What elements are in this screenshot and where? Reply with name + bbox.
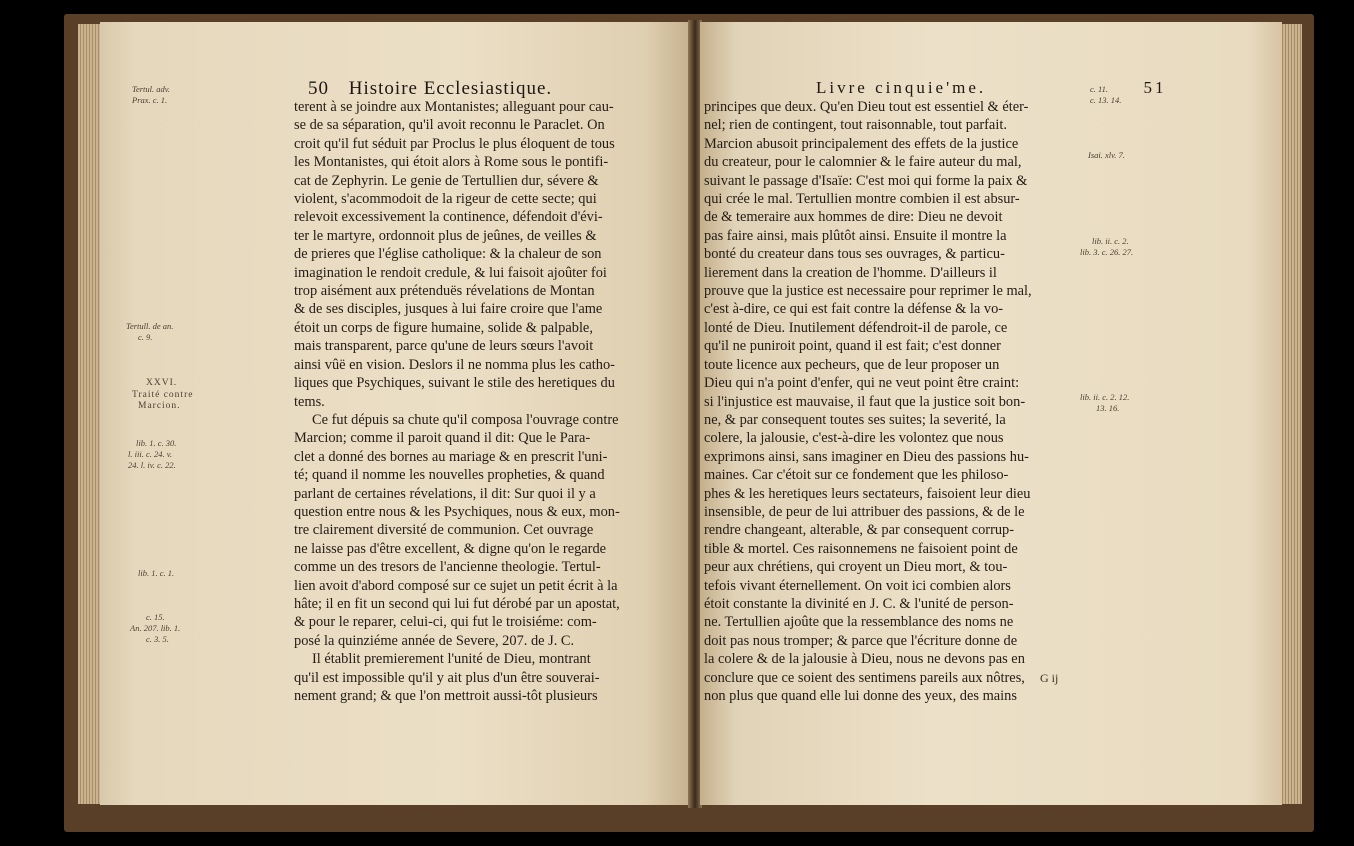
text-line: peur aux chrétiens, qui croyent un Dieu mort, & tou-	[704, 559, 1008, 576]
text-line: posé la quinziéme année de Severe, 207. de J. C.	[294, 632, 575, 649]
text-line: suivant le passage d'Isaïe: C'est moi qui forme la paix &	[704, 172, 1028, 189]
left-running-head	[308, 78, 552, 100]
text-line: du createur, pour le calomnier & le faire auteur du mal,	[704, 154, 1022, 171]
right-page-title: Livre cinquie'me.	[816, 78, 987, 97]
text-line: liques que Psychiques, suivant le stile des heretiques du	[294, 375, 615, 392]
text-line: & pour le reparer, celui-ci, qui fut le troisiéme: com-	[294, 614, 597, 631]
text-line: bonté du createur dans tous ses ouvrages, & particu-	[704, 246, 1005, 263]
text-line: hâte; il en fit un second qui lui fut dérobé par un apostat,	[294, 595, 620, 612]
right-page-number: 51	[1143, 78, 1167, 97]
text-line: phes & les heretiques leurs sectateurs, faisoient leur dieu	[704, 485, 1031, 502]
text-line: c'est à-dire, ce qui est fait contre la défense & la vo-	[704, 301, 1004, 318]
text-line: qu'il est impossible qu'il y ait plus d'un être souverai-	[294, 669, 600, 686]
text-line: insensible, de peur de lui attribuer des passions, & de le	[704, 503, 1025, 520]
text-line: pas faire ainsi, mais plûtôt ainsi. Ensuite il montre la	[704, 227, 1007, 244]
text-line: la colere & de la jalousie à Dieu, nous ne devons pas en	[704, 651, 1025, 668]
text-line: question entre nous & les Psychiques, nous & eux, mon-	[294, 503, 620, 520]
margin-note: l. iii. c. 24. v.	[128, 449, 172, 459]
margin-note: An. 207. lib. 1.	[130, 623, 181, 633]
left-page-number: 50	[308, 78, 329, 99]
text-line: rendre changeant, alterable, & par consequent corrup-	[704, 522, 1015, 539]
right-page-edges	[1280, 24, 1302, 804]
text-line: violent, s'acommodoit de la rigeur de cette secte; qui	[294, 191, 597, 208]
signature-mark: G ij	[1040, 671, 1059, 685]
text-line: Marcion abusoit principalement des effets de la justice	[704, 135, 1019, 152]
text-line: ne. Tertullien ajoûte que la ressemblance des noms ne	[704, 614, 1014, 631]
text-line: maines. Car c'étoit sur ce fondement que les philoso-	[704, 467, 1009, 484]
text-line: colere, la jalousie, c'est-à-dire les volontez que nous	[704, 430, 1004, 447]
text-line: trop aisément aux prétenduës révelations de Montan	[294, 283, 595, 300]
margin-note: Prax. c. 1.	[132, 95, 168, 105]
text-line: terent à se joindre aux Montanistes; alleguant pour cau-	[294, 99, 614, 115]
text-line: toute licence aux pecheurs, que de leur proposer un	[704, 356, 1000, 373]
margin-note: Tertul. adv.	[132, 84, 171, 94]
text-line: non plus que quand elle lui donne des yeux, des mains	[704, 688, 1017, 704]
text-line: de & temeraire aux hommes de dire: Dieu ne devoit	[704, 209, 1003, 226]
text-line: doit pas nous tromper; & parce que l'écriture donne de	[704, 632, 1018, 649]
margin-note: lib. 3. c. 26. 27.	[1080, 247, 1134, 257]
text-line: parlant de certaines révelations, il dit: Sur quoi il y a	[294, 485, 596, 502]
margin-note: c. 15.	[146, 612, 165, 622]
text-line: tre clairement diversité de communion. Cet ouvrage	[294, 522, 594, 539]
margin-note: lib. 1. c. 1.	[138, 568, 175, 578]
margin-note: c. 13. 14.	[1090, 95, 1122, 105]
text-line: Il établit premierement l'unité de Dieu, montrant	[312, 651, 591, 668]
text-line: conclure que ce soient des sentimens pareils aux nôtres,	[704, 669, 1025, 686]
left-page-edges	[78, 24, 102, 804]
text-line: Marcion; comme il paroit quand il dit: Que le Para-	[294, 430, 591, 447]
text-line: de prieres que l'église catholique: & la chaleur de son	[294, 246, 602, 263]
left-page-body	[294, 98, 682, 705]
left-page-title: Histoire Ecclesiastique.	[348, 78, 553, 99]
margin-note: 24. l. iv. c. 22.	[128, 460, 176, 470]
text-line: clet a donné des bornes au mariage & en prescrit l'uni-	[294, 448, 608, 465]
text-line: croit qu'il fut séduit par Proclus le plus éloquent de tous	[294, 135, 615, 152]
text-line: mais transparent, parce qu'une de leurs sœurs l'avoit	[294, 338, 594, 355]
text-line: tible & mortel. Ces raisonnemens ne faisoient point de	[704, 540, 1018, 557]
left-page	[100, 22, 690, 805]
text-line: nel; rien de contingent, tout raisonnable, tout parfait.	[704, 117, 1007, 134]
margin-note: Tertull. de an.	[126, 321, 174, 331]
text-line: se de sa séparation, qu'il avoit reconnu le Paraclet. On	[294, 117, 605, 134]
text-line: lien avoit d'abord composé sur ce sujet un petit écrit à la	[294, 577, 618, 594]
text-line: qui crée le mal. Tertullien montre combien il est absur-	[704, 191, 1020, 208]
text-line: Ce fut dépuis sa chute qu'il composa l'ouvrage contre	[312, 411, 619, 428]
right-page	[700, 22, 1282, 805]
margin-note: Traité contre	[132, 390, 194, 400]
margin-note: c. 9.	[138, 332, 153, 342]
text-line: imagination le rendoit credule, & lui faisoit ajoûter foi	[294, 264, 607, 281]
margin-note: 13. 16.	[1096, 403, 1120, 413]
text-line: ter le martyre, ordonnoit plus de jeûnes, de veilles &	[294, 227, 597, 244]
margin-note: c. 11.	[1090, 84, 1109, 94]
margin-note: Isai. xlv. 7.	[1088, 150, 1125, 160]
text-line: qu'il ne puniroit point, quand il est fait; c'est donner	[704, 338, 1001, 355]
text-line: tefois vivant éternellement. On voit ici combien alors	[704, 577, 1011, 594]
margin-note: c. 3. 5.	[146, 634, 169, 644]
margin-note: lib. ii. c. 2.	[1092, 236, 1129, 246]
text-line: les Montanistes, qui étoit alors à Rome sous le pontifi-	[294, 154, 609, 171]
text-line: principes que deux. Qu'en Dieu tout est essentiel & éter-	[704, 99, 1029, 115]
text-line: étoit un corps de figure humaine, solide & palpable,	[294, 319, 593, 336]
text-line: té; quand il nomme les nouvelles propheties, & quand	[294, 467, 605, 484]
text-line: lonté de Dieu. Inutilement défendroit-il de parole, ce	[704, 319, 1008, 336]
text-line: exprimons ainsi, sans imaginer en Dieu des passions hu-	[704, 448, 1029, 465]
text-line: nement grand; & que l'on mettroit aussi-tôt plusieurs	[294, 688, 598, 704]
text-line: ne, & par consequent toutes ses suites; la severité, la	[704, 411, 1006, 428]
text-line: cat de Zephyrin. Le genie de Tertullien dur, sévere &	[294, 172, 599, 189]
text-line: ainsi vûë en vision. Deslors il ne nomma plus les catho-	[294, 356, 615, 373]
right-page-body	[704, 98, 1094, 705]
text-line: & de ses disciples, jusques à lui faire croire que l'ame	[294, 301, 603, 318]
margin-note: XXVI.	[146, 378, 178, 388]
text-line: Dieu qui n'a point d'enfer, qui ne veut point être craint:	[704, 375, 1020, 392]
margin-note: lib. ii. c. 2. 12.	[1080, 392, 1130, 402]
text-line: comme un des tresors de l'ancienne theologie. Tertul-	[294, 559, 601, 576]
margin-note: Marcion.	[138, 401, 181, 411]
text-line: étoit constante la divinité en J. C. & l'unité de person-	[704, 595, 1014, 612]
text-line: relevoit excessivement la continence, défendoit d'évi-	[294, 209, 603, 226]
text-line: ne laisse pas d'être excellent, & digne qu'on le regarde	[294, 540, 607, 557]
text-line: prouve que la justice est necessaire pour reprimer le mal,	[704, 283, 1032, 300]
text-line: si l'injustice est mauvaise, il faut que la justice soit bon-	[704, 393, 1026, 410]
text-line: lierement dans la creation de l'homme. D'ailleurs il	[704, 264, 997, 281]
text-line: tems.	[294, 393, 325, 410]
margin-note: lib. 1. c. 30.	[136, 438, 177, 448]
